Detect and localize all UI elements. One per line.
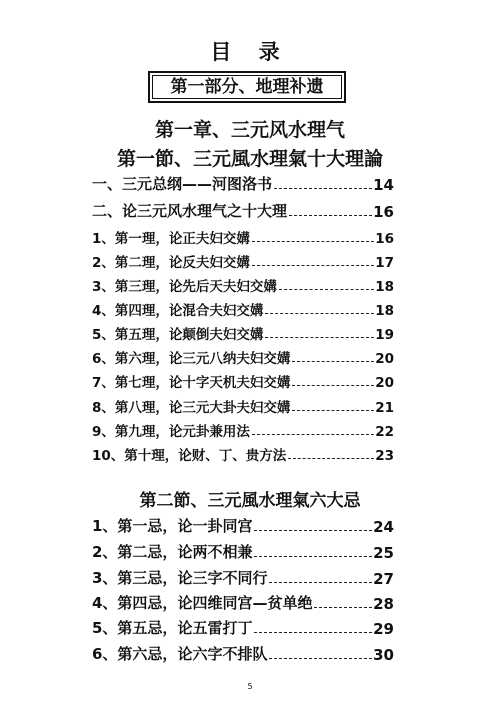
page-number: 5	[247, 682, 253, 691]
toc-entry[interactable]	[92, 394, 394, 416]
toc-entry-page: 24	[373, 518, 394, 536]
page-title: 目 录	[210, 40, 290, 64]
toc-entry-label: 1、第一忌，论一卦同宫	[92, 517, 253, 535]
toc-entry-label: 4、第四理，论混合夫妇交媾	[92, 303, 264, 319]
toc-entry-label: 5、第五忌，论五雷打丁	[92, 619, 253, 637]
toc-entry-label: 1、第一理，论正夫妇交媾	[92, 231, 250, 247]
leader-dots	[292, 360, 374, 362]
leader-dots	[292, 384, 374, 386]
leader-dots	[289, 214, 372, 216]
leader-dots	[254, 555, 372, 557]
leader-dots	[314, 606, 372, 608]
toc-entry-page: 23	[375, 448, 394, 464]
toc-entry[interactable]	[92, 249, 394, 271]
toc-entry[interactable]	[92, 297, 394, 319]
toc-entry-label: 3、第三理，论先后天夫妇交媾	[92, 279, 277, 295]
toc-entry[interactable]	[92, 442, 394, 464]
leader-dots	[252, 240, 374, 242]
toc-entry-label: 二、论三元风水理气之十大理	[92, 202, 288, 220]
toc-entry-label: 7、第七理，论十字天机夫妇交媾	[92, 375, 291, 391]
leader-dots	[254, 529, 372, 531]
toc-entry-label: 6、第六忌，论六字不排队	[92, 645, 268, 663]
toc-entry[interactable]	[92, 273, 394, 295]
leader-dots	[279, 288, 374, 290]
leader-dots	[269, 657, 372, 659]
leader-dots	[269, 581, 372, 583]
leader-dots	[252, 433, 374, 435]
toc-entry-label: 3、第三忌，论三字不同行	[92, 569, 268, 587]
leader-dots	[265, 312, 374, 314]
toc-entry-page: 16	[373, 203, 394, 221]
toc-entry[interactable]	[92, 642, 394, 664]
toc-entry[interactable]	[92, 591, 394, 613]
toc-entry-page: 21	[375, 400, 394, 416]
toc-entry[interactable]	[92, 566, 394, 588]
leader-dots	[288, 457, 374, 459]
part-heading: 第一部分、地理补遗	[170, 77, 324, 97]
toc-entry-page: 16	[375, 231, 394, 247]
leader-dots	[254, 631, 372, 633]
toc-entry-page: 20	[375, 351, 394, 367]
toc-entry-page: 27	[373, 570, 394, 588]
toc-entry-label: 10、第十理，论财、丁、贵方法	[92, 448, 287, 464]
toc-entry-label: 2、第二忌，论两不相兼	[92, 543, 253, 561]
toc-entry-label: 一、三元总纲——河图洛书	[92, 175, 273, 193]
toc-entry[interactable]	[92, 321, 394, 343]
toc-entry-page: 25	[373, 544, 394, 562]
toc-entry[interactable]	[92, 514, 394, 536]
toc-entry-label: 9、第九理，论元卦兼用法	[92, 424, 250, 440]
leader-dots	[274, 187, 372, 189]
section-2-heading: 第二節、三元風水理氣六大忌	[139, 491, 361, 511]
toc-entry[interactable]	[92, 616, 394, 638]
leader-dots	[292, 409, 374, 411]
toc-entry[interactable]	[92, 369, 394, 391]
toc-entry-page: 29	[373, 620, 394, 638]
toc-entry[interactable]	[92, 199, 394, 221]
toc-entry[interactable]	[92, 418, 394, 440]
chapter-heading: 第一章、三元风水理气	[154, 119, 345, 141]
toc-entry[interactable]	[92, 540, 394, 562]
toc-entry-page: 17	[375, 255, 394, 271]
toc-entry-page: 19	[375, 327, 394, 343]
toc-entry-label: 5、第五理，论颠倒夫妇交媾	[92, 327, 264, 343]
toc-entry-label: 8、第八理，论三元大卦夫妇交媾	[92, 400, 291, 416]
toc-entry-page: 20	[375, 375, 394, 391]
leader-dots	[252, 264, 374, 266]
toc-entry[interactable]	[92, 345, 394, 367]
toc-entry[interactable]	[92, 172, 394, 194]
section-1-heading: 第一節、三元風水理氣十大理論	[116, 148, 383, 170]
toc-entry-label: 6、第六理，论三元八纳夫妇交媾	[92, 351, 291, 367]
toc-entry-page: 30	[373, 646, 394, 664]
toc-entry-page: 14	[373, 176, 394, 194]
toc-entry[interactable]	[92, 225, 394, 247]
leader-dots	[265, 336, 374, 338]
toc-entry-label: 4、第四忌，论四维同宫—贫单绝	[92, 594, 313, 612]
toc-entry-page: 28	[373, 595, 394, 613]
toc-entry-page: 18	[375, 303, 394, 319]
toc-entry-page: 18	[375, 279, 394, 295]
toc-entry-label: 2、第二理，论反夫妇交媾	[92, 255, 250, 271]
toc-entry-page: 22	[375, 424, 394, 440]
